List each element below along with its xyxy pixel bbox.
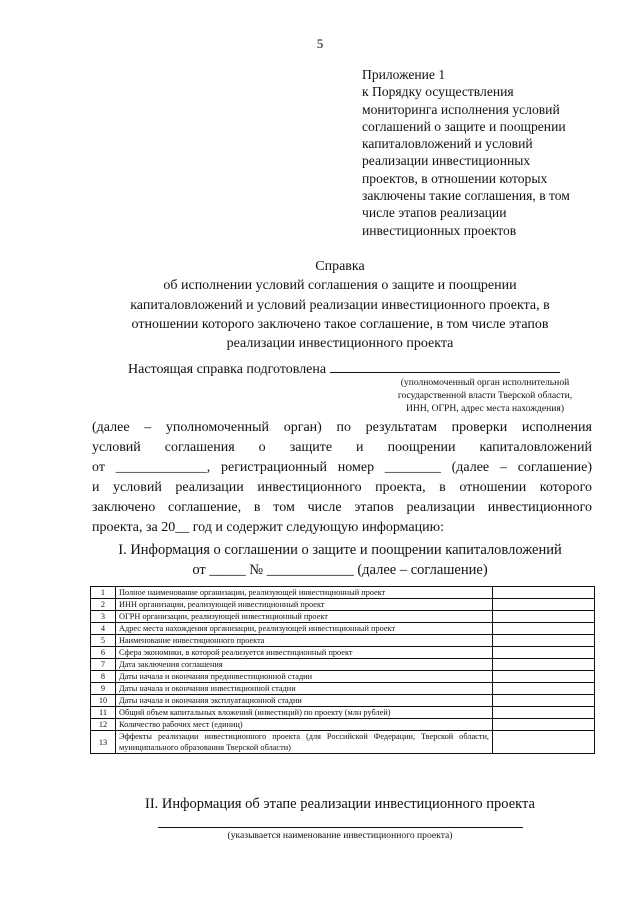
appendix-line: мониторинга исполнения условий [362, 101, 560, 117]
row-number: 11 [91, 707, 116, 719]
row-value-cell [493, 731, 595, 754]
prepared-by-label: Настоящая справка подготовлена [128, 362, 327, 377]
note-line: ИНН, ОГРН, адрес места нахождения) [405, 403, 565, 415]
row-label: ИНН организации, реализующей инвестиционный проект [116, 599, 493, 611]
appendix-line: инвестиционных проектов [362, 222, 517, 238]
row-label: Адрес места нахождения организации, реализующей инвестиционный проект [116, 623, 493, 635]
row-number: 8 [91, 671, 116, 683]
prepared-by-note [376, 376, 594, 416]
body-line: проекта, за 20__ год и содержит следующую информацию: [92, 520, 444, 535]
prepared-by-blank [330, 360, 560, 373]
row-value-cell [493, 683, 595, 695]
section-2-heading: II. Информация об этапе реализации инвестиционного проекта [145, 796, 535, 812]
row-number: 4 [91, 623, 116, 635]
row-label: Даты начала и окончания прединвестиционной стадии [116, 671, 493, 683]
project-name-blank [158, 827, 523, 828]
appendix-header [362, 66, 612, 239]
row-number: 1 [91, 587, 116, 599]
table-row [91, 707, 595, 719]
title-line: об исполнении условий соглашения о защите и поощрении [163, 278, 517, 294]
appendix-line: проектов, в отношении которых [362, 170, 548, 186]
title-line: Справка [315, 259, 365, 274]
row-number: 2 [91, 599, 116, 611]
row-number: 6 [91, 647, 116, 659]
table-row [91, 719, 595, 731]
appendix-line: реализации инвестиционных [362, 153, 531, 169]
document-title [0, 257, 640, 353]
agreement-info-table [90, 586, 595, 754]
title-line: отношении которого заключено такое соглашение, в том числе этапов [131, 316, 549, 332]
row-value-cell [493, 587, 595, 599]
row-label: Даты начала и окончания эксплуатационной стадии [116, 695, 493, 707]
appendix-line: заключены такие соглашения, в том [362, 188, 570, 204]
row-value-cell [493, 671, 595, 683]
body-line: заключено соглашение, в том числе этапов реализации инвестиционного [92, 500, 592, 515]
body-line: условий соглашения о защите и поощрении капиталовложений [92, 440, 592, 455]
table-row [91, 671, 595, 683]
section-1-heading: I. Информация о соглашении о защите и поощрении капиталовложений [118, 542, 562, 558]
table-row [91, 623, 595, 635]
row-label: Эффекты реализации инвестиционного проекта (для Российской Федерации, Тверской области, муниципального образования Тверской области) [116, 731, 493, 754]
section-1-header [0, 540, 640, 580]
body-line: от _____________, регистрационный номер ________ (далее – соглашение) [92, 460, 592, 475]
row-value-cell [493, 623, 595, 635]
table-row [91, 731, 595, 754]
row-label: Даты начала и окончания инвестиционной стадии [116, 683, 493, 695]
appendix-line: Приложение 1 [362, 67, 446, 82]
row-value-cell [493, 659, 595, 671]
project-name-note: (указывается наименование инвестиционного проекта) [227, 830, 453, 841]
row-value-cell [493, 707, 595, 719]
appendix-line: соглашений о защите и поощрении [362, 118, 566, 134]
appendix-line: к Порядку осуществления [362, 84, 514, 100]
table-row [91, 647, 595, 659]
appendix-line: капиталовложений и условий [362, 136, 533, 152]
title-line: капиталовложений и условий реализации инвестиционного проекта, в [130, 297, 550, 313]
row-label: Общий объем капитальных вложений (инвестиций) по проекту (млн рублей) [116, 707, 493, 719]
body-paragraph [92, 418, 592, 538]
section-1-subheading: от _____ № ____________ (далее – соглашение) [192, 562, 488, 578]
row-value-cell [493, 647, 595, 659]
row-label: Сфера экономики, в которой реализуется инвестиционный проект [116, 647, 493, 659]
row-label: ОГРН организации, реализующей инвестиционный проект [116, 611, 493, 623]
row-number: 7 [91, 659, 116, 671]
body-line: и условий реализации инвестиционного проекта, в отношении которого [92, 480, 592, 495]
row-label: Дата заключения соглашения [116, 659, 493, 671]
title-line: реализации инвестиционного проекта [226, 336, 454, 352]
row-label: Количество рабочих мест (единиц) [116, 719, 493, 731]
table-row [91, 695, 595, 707]
appendix-line: числе этапов реализации [362, 205, 507, 221]
body-line: (далее – уполномоченный орган) по результатам проверки исполнения [92, 420, 592, 435]
table-row [91, 659, 595, 671]
row-number: 3 [91, 611, 116, 623]
row-value-cell [493, 599, 595, 611]
row-label: Наименование инвестиционного проекта [116, 635, 493, 647]
row-number: 13 [91, 731, 116, 754]
table-row [91, 587, 595, 599]
table-row [91, 611, 595, 623]
note-line: государственной власти Тверской области, [397, 390, 573, 402]
table-row [91, 635, 595, 647]
row-number: 10 [91, 695, 116, 707]
row-value-cell [493, 719, 595, 731]
note-line: (уполномоченный орган исполнительной [400, 377, 570, 388]
row-value-cell [493, 695, 595, 707]
row-value-cell [493, 635, 595, 647]
row-number: 5 [91, 635, 116, 647]
row-number: 12 [91, 719, 116, 731]
row-number: 9 [91, 683, 116, 695]
table-row [91, 683, 595, 695]
row-value-cell [493, 611, 595, 623]
page-number: 5 [316, 36, 324, 51]
table-row [91, 599, 595, 611]
row-label: Полное наименование организации, реализующей инвестиционный проект [116, 587, 493, 599]
